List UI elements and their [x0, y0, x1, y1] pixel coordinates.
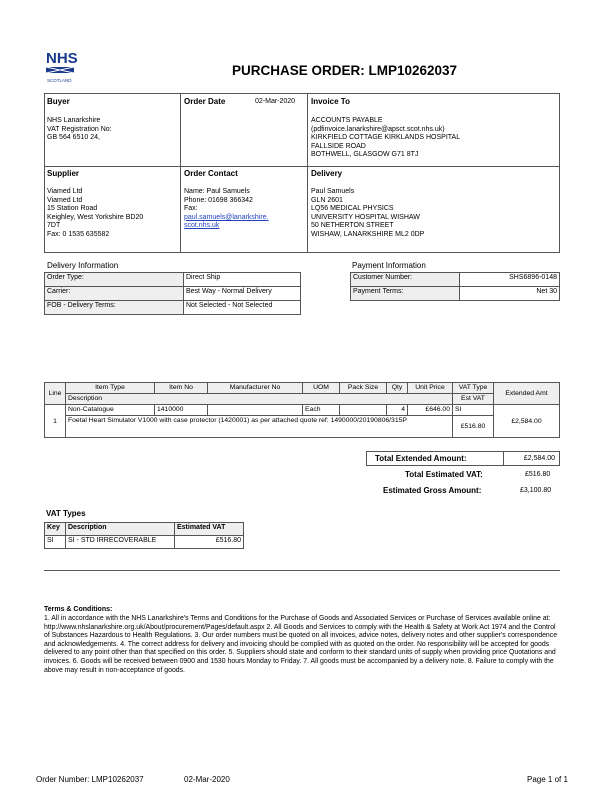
- delivery-info-table: Order Type: Direct Ship Carrier: Best Way - Normal Delivery FOB - Delivery Terms: Not Selected - Not Selected: [44, 272, 301, 315]
- footer-date: 02-Mar-2020: [184, 775, 230, 784]
- items-table: Line Item Type Item No Manufacturer No UOM Pack Size Qty Unit Price VAT Type Extended Amt Description Est VAT 1 Non-Catalogue 1410000 Each 4 £646.00 SI £2,584.00 Foetal Heart Simulator V1000 with case protector (1420001) as per attached quote ref: 1490000/20190806/315P £516.80: [44, 382, 560, 438]
- footer-page-number: Page 1 of 1: [527, 775, 568, 784]
- total-vat-label: Total Estimated VAT:: [405, 470, 483, 479]
- saltire-icon: [46, 67, 74, 73]
- buyer-address: NHS Lanarkshire VAT Registration No: GB 564 6510 24,: [47, 117, 112, 141]
- supplier-label: Supplier: [47, 169, 80, 178]
- delivery-address: Paul Samuels GLN 2601 LQ56 MEDICAL PHYSICS UNIVERSITY HOSPITAL WISHAW 50 NETHERTON STREET WISHAW, LANARKSHIRE ML2 0DP: [311, 188, 425, 238]
- order-date-label: Order Date: [184, 97, 226, 106]
- contact-email-link[interactable]: paul.samuels@lanarkshire. scot.nhs.uk: [184, 213, 269, 229]
- table-row: Foetal Heart Simulator V1000 with case protector (1420001) as per attached quote ref: 1490000/20190806/315P £516.80: [45, 416, 560, 438]
- payment-info-table: Customer Number: SHS6896-0148 Payment Terms: Net 30: [350, 272, 560, 301]
- order-date-value: 02-Mar-2020: [255, 98, 296, 105]
- table-row: SI SI - STD IRRECOVERABLE £516.80: [45, 536, 244, 549]
- order-contact-label: Order Contact: [184, 169, 238, 178]
- delivery-info-title: Delivery Information: [47, 261, 119, 270]
- terms-title: Terms & Conditions:: [44, 606, 113, 613]
- terms-text: 1. All in accordance with the NHS Lanarkshire's Terms and Conditions for the Purchase of Goods and Associated Services or Purchase of Services available online at: http://www.nhslanarkshire.org.uk/About/procurement/Pages/default.aspx 2. All Goods and Services to comply with the Health & Safety at Work Act 1974 and the Control of Substances Hazardous to Health Regulations. 3. Our order numbers must be quoted on all invoices, advice notes, delivery notes and other supplier's correspondence and acknowledgements. 4. The correct address for delivery and invoicing should be complied with as quoted on the order. No responsibility will be accepted for goods delivered to any point other than that specified on this order. 5. Suppliers should state and conform to their standard units of supply when providing price Quotations and invoices. 6. Goods will be received between 0900 and 1530 hours Monday to Friday. 7. All goods must be accompanied by a delivery note. 8. Failure to comply with the above may result in non-acceptance of goods.: [44, 615, 558, 674]
- total-vat-value: £516.80: [525, 471, 551, 478]
- divider: [44, 570, 560, 571]
- nhs-logo-text: NHS: [46, 50, 78, 67]
- vat-types-table: Key Description Estimated VAT SI SI - STD IRRECOVERABLE £516.80: [44, 522, 244, 549]
- table-row: 1 Non-Catalogue 1410000 Each 4 £646.00 SI £2,584.00: [45, 405, 560, 416]
- supplier-address: Viamed Ltd Viamed Ltd 15 Station Road Keighley, West Yorkshire BD20 7DT Fax: 0 1535 635582: [47, 188, 144, 238]
- gross-amount-value: £3,100.80: [520, 487, 552, 494]
- total-extended-box: Total Extended Amount: £2,584.00: [366, 451, 560, 466]
- page-title: PURCHASE ORDER: LMP10262037: [232, 63, 458, 78]
- nhs-logo-subtext: SCOTLAND: [47, 78, 72, 83]
- delivery-label: Delivery: [311, 169, 343, 178]
- vat-types-title: VAT Types: [46, 509, 86, 518]
- buyer-label: Buyer: [47, 97, 70, 106]
- payment-info-title: Payment Information: [352, 261, 426, 270]
- order-contact-details: Name: Paul Samuels Phone: 01698 366342 Fax: paul.samuels@lanarkshire. scot.nhs.uk: [184, 188, 269, 229]
- invoice-to-label: Invoice To: [311, 97, 350, 106]
- footer-order-number: Order Number: LMP10262037: [36, 775, 144, 784]
- invoice-to-address: ACCOUNTS PAYABLE (pdfinvoice.lanarkshire@apsct.scot.nhs.uk) KIRKFIELD COTTAGE KIRKLANDS HOSPITAL FALLSIDE ROAD BOTHWELL, GLASGOW G71 8TJ: [311, 117, 461, 158]
- gross-amount-label: Estimated Gross Amount:: [383, 486, 482, 495]
